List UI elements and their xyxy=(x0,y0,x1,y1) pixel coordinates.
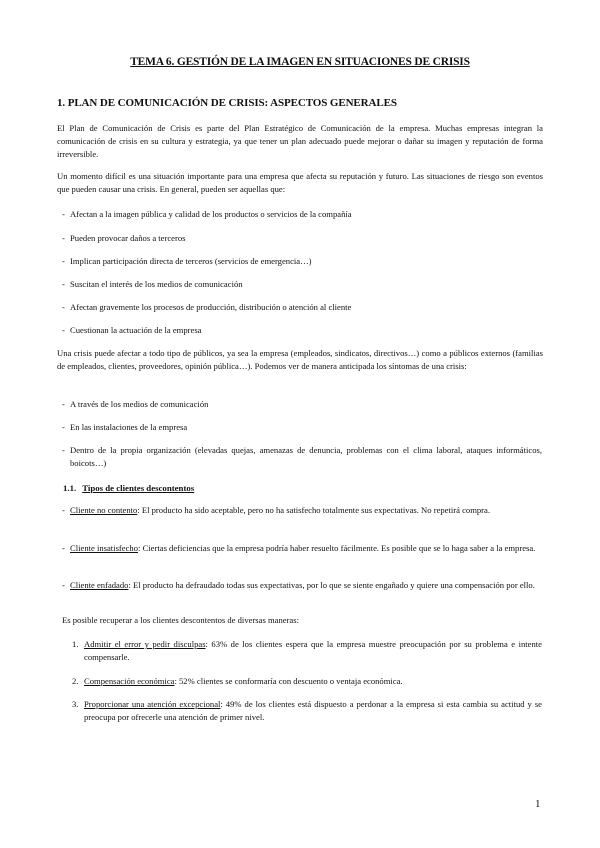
paragraph-plan: El Plan de Comunicación de Crisis es parte del Plan Estratégico de Comunicación de la empresa. Muchas empresas integran la comunicación de crisis en su cultura y estrategia, ya que tener un plan adecuado puede mejorar o dañar su imagen y reputación de forma irreversible. xyxy=(57,123,543,159)
bullet-dash: - xyxy=(62,325,65,335)
bullet-dash: - xyxy=(62,233,65,243)
list-item: - Cliente enfadado: El producto ha defraudado todas sus expectativas, por lo que se siente engañado y quiere una compensación por ello. xyxy=(62,580,535,590)
list-item: - Cuestionan la actuación de la empresa xyxy=(62,325,202,335)
client-type-label: Cliente enfadado xyxy=(70,580,129,590)
paragraph-publicos: Una crisis puede afectar a todo tipo de públicos, ya sea la empresa (empleados, sindicatos, directivos…) como a públicos externos (familias de empleados, clientes, proveedores, opinión pública…). Podemos ver de manera anticipada los síntomas de una crisis: xyxy=(57,348,543,371)
list-item: 2. Compensación económica: 52% clientes se conformaría con descuento o ventaja económica. xyxy=(72,676,403,686)
list-item: 3. Proporcionar una atención excepcional: 49% de los clientes está dispuesto a perdonar a la empresa si esta cambia su actitud y se preocupa por ofrecerle una atención de primer nivel. xyxy=(72,699,542,722)
paragraph-situaciones: Un momento difícil es una situación importante para una empresa que afecta su reputación y futuro. Las situaciones de riesgo son eventos que pueden causar una crisis. En general, pueden ser aquellas que: xyxy=(57,171,543,194)
subsection-number: 1.1. xyxy=(63,483,77,493)
list-item: - Dentro de la propia organización (elevadas quejas, amenazas de denuncia, problemas con el clima laboral, ataques informáticos, boicots…) xyxy=(62,445,542,468)
bullet-dash: - xyxy=(62,209,65,219)
bullet-dash: - xyxy=(62,580,65,590)
list-item: - A través de los medios de comunicación xyxy=(62,399,209,409)
bullet-dash: - xyxy=(62,399,65,409)
client-type-label: Cliente insatisfecho xyxy=(70,543,139,553)
bullet-dash: - xyxy=(62,445,65,455)
list-item: - Implican participación directa de terceros (servicios de emergencia…) xyxy=(62,256,312,266)
list-item: 1. Admitir el error y pedir disculpas: 63% de los clientes espera que la empresa muestre preocupación por su problema e intente compensarle. xyxy=(72,639,542,662)
way-label: Admitir el error y pedir disculpas xyxy=(84,639,206,649)
list-item: - Cliente no contento: El producto ha sido aceptable, pero no ha satisfecho totalmente sus expectativas. No repetirá compra. xyxy=(62,505,491,515)
way-label: Proporcionar una atención excepcional xyxy=(84,699,221,709)
section-heading: 1. PLAN DE COMUNICACIÓN DE CRISIS: ASPECTOS GENERALES xyxy=(57,97,397,109)
document-title: TEMA 6. GESTIÓN DE LA IMAGEN EN SITUACIONES DE CRISIS xyxy=(130,56,470,68)
bullet-dash: - xyxy=(62,279,65,289)
list-item: - Pueden provocar daños a terceros xyxy=(62,233,186,243)
list-item: - Suscitan el interés de los medios de comunicación xyxy=(62,279,243,289)
list-item: - Afectan gravemente los procesos de producción, distribución o atención al cliente xyxy=(62,302,352,312)
subsection-heading xyxy=(63,483,194,493)
subsection-label: Tipos de clientes descontentos xyxy=(82,483,195,493)
page-number: 1 xyxy=(535,798,541,810)
paragraph-recuperar: Es posible recuperar a los clientes descontentos de diversas maneras: xyxy=(62,615,299,625)
bullet-dash: - xyxy=(62,256,65,266)
list-item: - En las instalaciones de la empresa xyxy=(62,422,188,432)
list-item: - Afectan a la imagen pública y calidad de los productos o servicios de la compañía xyxy=(62,209,352,219)
way-label: Compensación económica xyxy=(84,676,175,686)
bullet-dash: - xyxy=(62,422,65,432)
bullet-dash: - xyxy=(62,543,65,553)
client-type-label: Cliente no contento xyxy=(70,505,138,515)
bullet-dash: - xyxy=(62,505,65,515)
bullet-dash: - xyxy=(62,302,65,312)
list-item: - Cliente insatisfecho: Ciertas deficiencias que la empresa podría haber resuelto fácilmente. Es posible que se lo haga saber a la empresa. xyxy=(62,543,536,553)
